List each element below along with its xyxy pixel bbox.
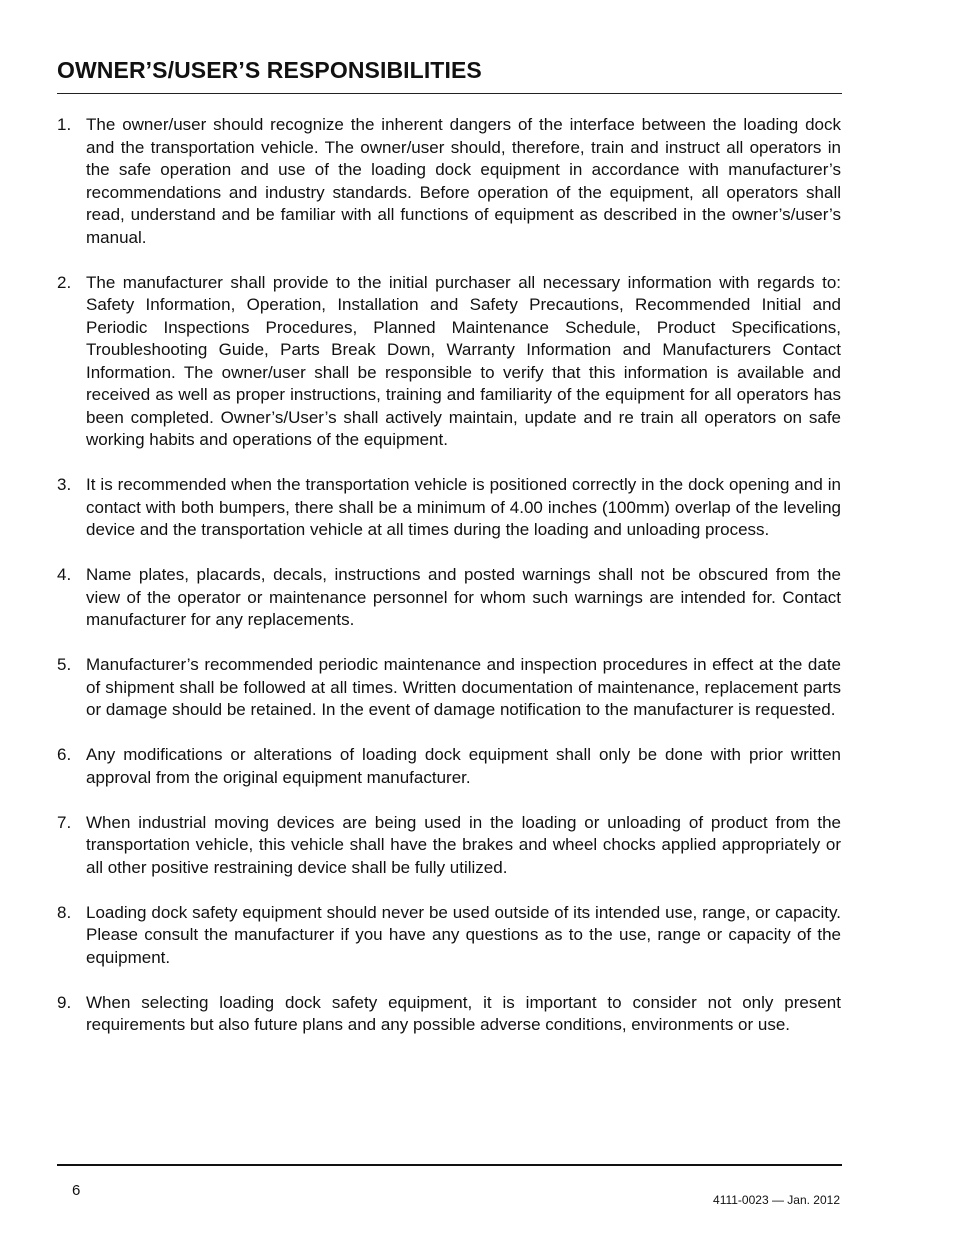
list-item — [57, 992, 841, 1037]
item-number: 4. — [57, 565, 72, 584]
item-text: It is recommended when the transportation vehicle is positioned correctly in the dock opening and in contact with both bumpers, there shall be a minimum of 4.00 inches (100mm) overlap of the leveling device and the transportation vehicle at all times during the loading and unloading process. — [86, 475, 841, 539]
item-number: 6. — [57, 745, 72, 764]
footer-divider — [57, 1164, 842, 1166]
item-text: When industrial moving devices are being used in the loading or unloading of product from the transportation vehicle, this vehicle shall have the brakes and wheel chocks applied appropriately or all other positive restraining device shall be fully utilized. — [86, 812, 841, 877]
item-text: The owner/user should recognize the inherent dangers of the interface between the loading dock and the transportation vehicle. The owner/user should, therefore, train and instruct all operators in the safe operation and use of the loading dock equipment in accordance with manufacturer’s recommendations and industry standards. Before operation of the equipment, all operators shall read, understand and be familiar with all functions of equipment as described in the owner’s/user’s manual. — [86, 115, 841, 247]
list-item — [57, 564, 841, 632]
responsibilities-list — [57, 114, 841, 1059]
item-number: 9. — [57, 992, 72, 1012]
item-text: The manufacturer shall provide to the initial purchaser all necessary information with regards to: Safety Information, Operation, Installation and Safety Precautions, Recommended Initial and Periodic Inspections Procedures, Planned Maintenance Schedule, Product Specifications, Troubleshooting Guide, Parts Break Down, Warranty Information and Manufacturers Contact Information. The owner/user shall be responsible to verify that this information is available and received as well as proper instructions, training and familiarity of the equipment for all operators has been completed. Owner’s/User’s shall actively maintain, update and re train all operators on safe working habits and operations of the equipment. — [86, 272, 841, 449]
item-number: 5. — [57, 655, 72, 674]
item-text: Name plates, placards, decals, instructions and posted warnings shall not be obscured from the view of the operator or maintenance personnel for whom such warnings are intended for. Contact manufacturer for any replacements. — [86, 565, 841, 629]
item-number: 7. — [57, 812, 72, 832]
list-item — [57, 114, 841, 249]
list-item — [57, 812, 841, 880]
item-text: Any modifications or alterations of loading dock equipment shall only be done with prior written approval from the original equipment manufacturer. — [86, 745, 841, 787]
item-number: 2. — [57, 272, 72, 292]
title-divider — [57, 93, 842, 94]
list-item — [57, 654, 841, 722]
list-item — [57, 744, 841, 789]
list-item — [57, 902, 841, 970]
item-number: 8. — [57, 902, 72, 922]
item-number: 1. — [57, 115, 72, 134]
item-text: Manufacturer’s recommended periodic maintenance and inspection procedures in effect at the date of shipment shall be followed at all times. Written documentation of maintenance, replacement parts or damage should be retained. In the event of damage notification to the manufacturer is requested. — [86, 655, 841, 719]
item-text: When selecting loading dock safety equipment, it is important to consider not only present requirements but also future plans and any possible adverse conditions, environments or use. — [86, 992, 841, 1034]
page-number: 6 — [72, 1182, 81, 1199]
list-item — [57, 272, 841, 452]
list-item — [57, 474, 841, 542]
document-code: 4111-0023 — Jan. 2012 — [713, 1193, 840, 1207]
item-number: 3. — [57, 475, 72, 494]
page-title: OWNER’S/USER’S RESPONSIBILITIES — [57, 57, 482, 83]
item-text: Loading dock safety equipment should never be used outside of its intended use, range, or capacity. Please consult the manufacturer if you have any questions as to the use, range or capacity of the equipment. — [86, 902, 841, 967]
